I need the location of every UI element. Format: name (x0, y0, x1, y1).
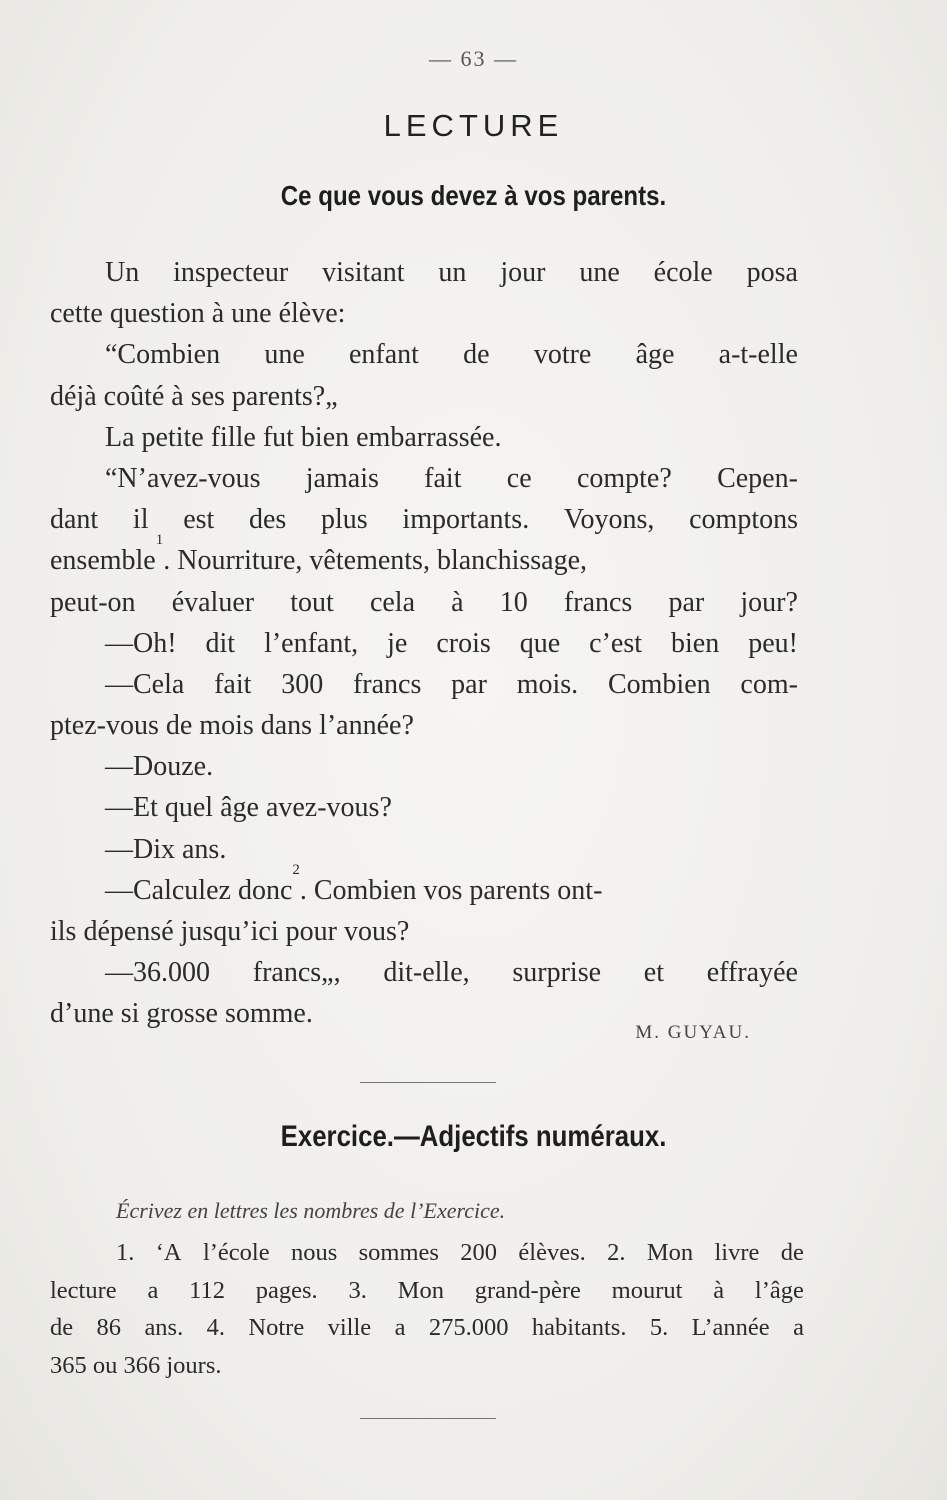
word: sommes (358, 1239, 439, 1266)
story-title: Ce que vous devez à vos parents. (280, 180, 667, 211)
word: ‘A (155, 1239, 182, 1266)
word: L’année (691, 1314, 770, 1341)
word: lecture (50, 1276, 117, 1304)
text-line-content: ensemble (50, 545, 156, 577)
footnote-mark: 2 (292, 861, 300, 878)
text-line (50, 623, 798, 664)
word: nous (290, 1239, 338, 1266)
text-line (50, 787, 798, 828)
text-line-content: . Nourriture, vêtements, blanchissage, (163, 545, 588, 577)
exercise-instruction: Écrivez en lettres les nombres de l’Exercice. (116, 1198, 506, 1223)
word: dant (50, 504, 99, 536)
word: peut-on (50, 586, 136, 618)
word: crois (436, 627, 491, 659)
word: ans. (144, 1314, 184, 1341)
page-number: — 63 — (429, 46, 518, 71)
word: Cepen- (717, 462, 798, 494)
word: surprise (512, 957, 602, 989)
word: inspecteur (173, 257, 289, 288)
author-signature: M. GUYAU. (635, 1022, 751, 1043)
text-line (50, 746, 798, 787)
word: Mon (397, 1276, 444, 1304)
word: jour? (740, 586, 798, 618)
word: 275.000 (428, 1314, 509, 1341)
word: Mon (646, 1239, 694, 1266)
word: l’enfant, (264, 627, 359, 659)
word: une (264, 339, 305, 371)
word: à (713, 1276, 725, 1304)
word: a (394, 1314, 406, 1341)
word: jour (500, 257, 546, 288)
word: de (463, 339, 490, 371)
word: peu! (748, 627, 798, 659)
word: Notre (248, 1314, 305, 1341)
word: Un (105, 257, 140, 288)
text-line (50, 911, 798, 952)
word: “Combien (105, 339, 221, 371)
word: habitants. (531, 1314, 627, 1341)
text-line-content: —Dix ans. (105, 833, 227, 865)
word: votre (533, 339, 592, 371)
text-line (50, 532, 798, 581)
word: cela (369, 586, 416, 618)
word: comptons (689, 504, 798, 536)
text-line-content: La petite fille fut bien embarrassée. (105, 421, 502, 453)
word: à (451, 586, 464, 618)
text-line-content: cette question à une élève: (50, 298, 346, 330)
word: —Oh! (105, 627, 177, 659)
word: —36.000 (105, 957, 210, 989)
word: des (249, 504, 287, 536)
exercise-line (50, 1272, 804, 1310)
word: jamais (305, 462, 379, 494)
word: fait (424, 462, 462, 494)
word: 5. (649, 1314, 669, 1341)
text-line (50, 829, 798, 870)
word: ce (506, 462, 532, 494)
text-line (50, 458, 798, 499)
word: enfant (348, 339, 419, 371)
text-line-content: ptez-vous de mois dans l’année? (50, 710, 414, 742)
text-line (50, 664, 798, 705)
word: francs„, (252, 957, 341, 989)
section-heading: LECTURE (383, 108, 564, 143)
word: âge (635, 339, 675, 371)
text-line (50, 376, 798, 417)
word: visitant (322, 257, 405, 288)
word: a-t-elle (718, 339, 798, 371)
word: un (438, 257, 467, 288)
word: l’école (202, 1239, 270, 1266)
exercise-text (50, 1234, 804, 1384)
word: et (643, 957, 664, 989)
word: pages. (255, 1276, 318, 1304)
word: importants. (402, 504, 530, 536)
word: par (668, 586, 705, 618)
word: école (653, 257, 713, 288)
word: c’est (589, 627, 643, 659)
word: francs (352, 668, 422, 700)
word: l’âge (754, 1276, 804, 1304)
text-line-content: ils dépensé jusqu’ici pour vous? (50, 916, 410, 947)
word: —Cela (105, 668, 185, 700)
word: mois. (516, 668, 579, 700)
word: fait (214, 668, 252, 700)
text-line (50, 293, 798, 334)
text-line (50, 952, 798, 993)
word: compte? (576, 462, 672, 494)
word: dit (205, 627, 236, 659)
text-line-content: —Et quel âge avez-vous? (105, 792, 392, 824)
text-line (50, 861, 798, 911)
word: francs (563, 586, 633, 618)
word: a (793, 1314, 804, 1341)
reading-text (50, 252, 798, 1035)
word: grand-père (474, 1276, 581, 1304)
word: est (183, 504, 215, 536)
divider (360, 1418, 496, 1419)
text-line (50, 252, 798, 293)
word: “N’avez-vous (105, 462, 261, 494)
text-line-content: —Douze. (105, 751, 214, 783)
text-line-content: déjà coûté à ses parents?„ (50, 380, 338, 412)
word: 86 (96, 1314, 122, 1341)
word: Voyons, (563, 504, 655, 536)
text-line (50, 334, 798, 375)
word: Combien (607, 668, 711, 700)
word: tout (290, 586, 334, 618)
word: de (780, 1239, 804, 1266)
word: 10 (499, 586, 528, 618)
word: plus (321, 504, 368, 536)
text-line-content: —Calculez donc (105, 874, 293, 906)
word: a (147, 1276, 159, 1304)
footnote-mark: 1 (155, 532, 164, 549)
word: 300 (281, 668, 324, 700)
word: 3. (348, 1276, 367, 1304)
word: 200 (460, 1239, 498, 1266)
word: 4. (206, 1314, 226, 1341)
text-line-content: d’une si grosse somme. (50, 998, 313, 1030)
word: je (387, 627, 408, 659)
word: bien (671, 627, 720, 659)
text-line (50, 582, 798, 623)
exercise-line (50, 1309, 804, 1347)
word: livre (714, 1239, 760, 1266)
word: élèves. (518, 1239, 586, 1266)
exercise-line-content: 365 ou 366 jours. (50, 1351, 222, 1379)
divider (360, 1082, 496, 1083)
word: 1. (116, 1239, 135, 1266)
word: ville (327, 1314, 372, 1341)
word: mourut (611, 1276, 683, 1304)
word: 2. (607, 1239, 626, 1266)
word: posa (746, 257, 798, 288)
text-line (50, 705, 798, 746)
word: de (50, 1314, 74, 1341)
word: il (132, 504, 149, 536)
word: par (451, 668, 487, 700)
exercise-line (50, 1347, 804, 1385)
exercise-title: Exercice.—Adjectifs numéraux. (280, 1120, 667, 1153)
word: effrayée (706, 957, 798, 989)
word: évaluer (171, 586, 255, 618)
word: 112 (189, 1276, 225, 1304)
word: dit-elle, (383, 957, 470, 989)
word: que (519, 627, 561, 659)
text-line (50, 417, 798, 458)
word: com- (740, 668, 798, 700)
text-line-content: . Combien vos parents ont- (299, 874, 603, 906)
word: une (579, 257, 620, 288)
exercise-line (50, 1234, 804, 1272)
